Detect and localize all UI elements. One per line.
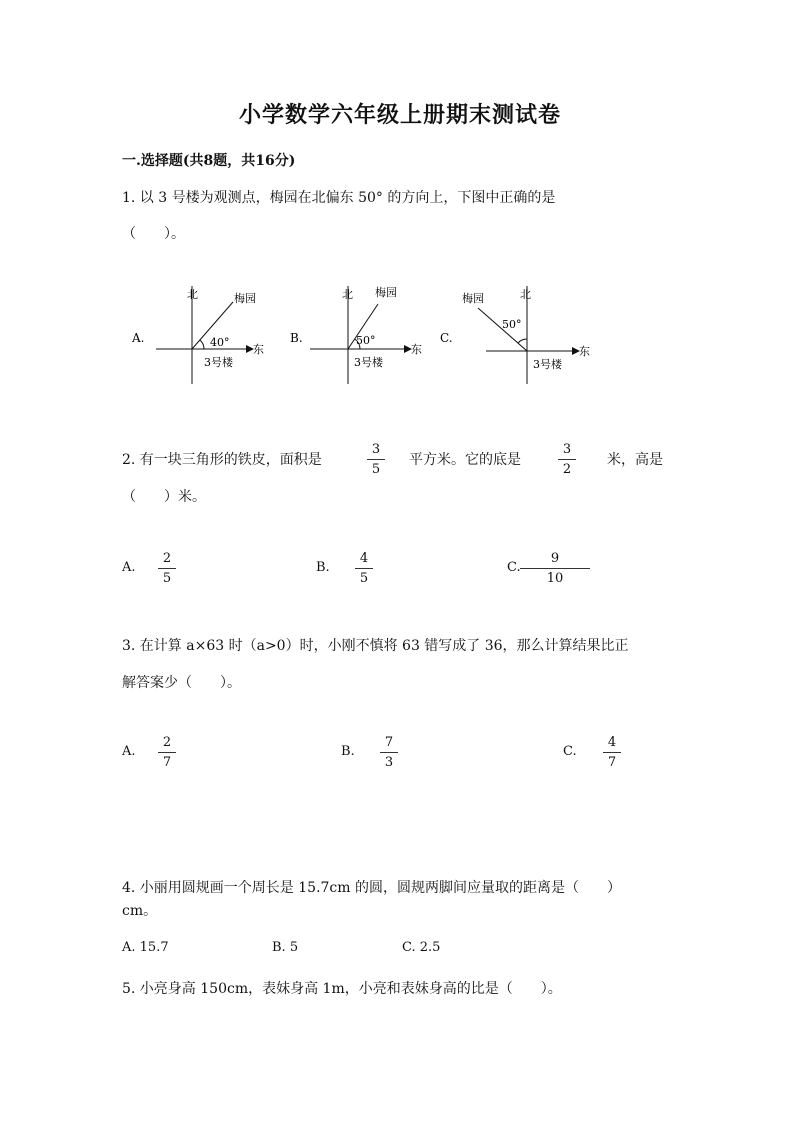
fraction-numerator: 7 <box>384 735 394 750</box>
question-3-option-c-fraction <box>603 735 621 770</box>
figure-c-target: 梅园 <box>462 292 484 305</box>
fraction-numerator: 2 <box>162 735 172 750</box>
fraction-denominator: 5 <box>359 571 369 586</box>
fraction-numerator: 2 <box>162 551 172 566</box>
question-3-option-a-fraction <box>158 735 176 770</box>
question-2-option-a-label: A. <box>122 560 136 575</box>
question-2-base-fraction <box>558 442 576 477</box>
figure-c-east: 东 <box>579 345 590 358</box>
figure-b-target: 梅园 <box>375 286 397 299</box>
figure-b-north: 北 <box>342 288 353 301</box>
question-2-option-c-fraction <box>520 551 590 586</box>
question-2-option-c-label: C. <box>507 560 521 575</box>
fraction-denominator: 7 <box>607 755 617 770</box>
fraction-numerator: 4 <box>607 735 617 750</box>
question-2-line2: （ ）米。 <box>122 489 206 505</box>
question-4-line2: cm。 <box>122 903 158 919</box>
figure-a-target: 梅园 <box>234 292 256 305</box>
question-1-blank: （ ）。 <box>122 226 185 242</box>
figure-c-north: 北 <box>520 288 531 301</box>
question-4-option-a: A. 15.7 <box>122 940 169 955</box>
question-4-option-c: C. 2.5 <box>402 940 441 955</box>
question-2-mid: 平方米。它的底是 <box>409 452 521 468</box>
question-2-suffix: 米，高是 <box>607 452 663 468</box>
figure-a <box>131 286 264 384</box>
figure-b <box>290 285 422 384</box>
question-3-option-c-label: C. <box>563 744 577 759</box>
question-4-option-b: B. 5 <box>272 940 299 955</box>
fraction-denominator: 3 <box>384 755 394 770</box>
question-3-line2: 解答案少（ ）。 <box>122 675 241 691</box>
figure-c-label: C. <box>440 331 453 345</box>
figure-b-origin: 3号楼 <box>354 356 383 369</box>
fraction-denominator: 10 <box>546 571 564 586</box>
question-2-area-fraction <box>367 442 385 477</box>
fraction-denominator: 2 <box>562 462 572 477</box>
figure-a-label: A. <box>132 331 145 345</box>
figure-a-angle: 40° <box>210 336 230 349</box>
question-3-line1: 3. 在计算 a×63 时（a>0）时，小刚不慎将 63 错写成了 36，那么计算结果比正 <box>122 638 629 654</box>
question-5-text: 5. 小亮身高 150cm，表妹身高 1m，小亮和表妹身高的比是（ ）。 <box>122 981 562 997</box>
fraction-numerator: 4 <box>359 551 369 566</box>
fraction-denominator: 7 <box>162 755 172 770</box>
figure-c <box>440 286 590 384</box>
figure-b-east: 东 <box>411 343 422 356</box>
question-2-option-a-fraction <box>158 551 176 586</box>
question-3-option-b-fraction <box>380 735 398 770</box>
fraction-numerator: 9 <box>550 551 560 566</box>
figure-a-north: 北 <box>187 288 198 301</box>
question-3-option-a-label: A. <box>122 744 136 759</box>
fraction-denominator: 5 <box>371 462 381 477</box>
fraction-denominator: 5 <box>162 571 172 586</box>
fraction-numerator: 3 <box>562 442 572 457</box>
question-2-option-b-fraction <box>355 551 373 586</box>
fraction-numerator: 3 <box>371 442 381 457</box>
figure-c-origin: 3号楼 <box>533 358 562 371</box>
section-heading: 一.选择题(共8题，共16分) <box>122 153 296 169</box>
question-4-line1: 4. 小丽用圆规画一个周长是 15.7cm 的圆，圆规两脚间应量取的距离是（ ） <box>122 880 621 896</box>
question-3-option-b-label: B. <box>341 744 355 759</box>
question-1-figures <box>120 280 600 390</box>
question-1-text: 1. 以 3 号楼为观测点，梅园在北偏东 50° 的方向上，下图中正确的是 <box>122 190 556 206</box>
figure-a-origin: 3号楼 <box>204 356 233 369</box>
page-title: 小学数学六年级上册期末测试卷 <box>238 102 561 128</box>
question-2-prefix: 2. 有一块三角形的铁皮，面积是 <box>122 452 322 468</box>
figure-c-angle: 50° <box>502 318 522 331</box>
figure-b-angle: 50° <box>356 334 376 347</box>
figure-b-label: B. <box>290 331 303 345</box>
question-2-option-b-label: B. <box>316 560 330 575</box>
figure-a-east: 东 <box>253 343 264 356</box>
